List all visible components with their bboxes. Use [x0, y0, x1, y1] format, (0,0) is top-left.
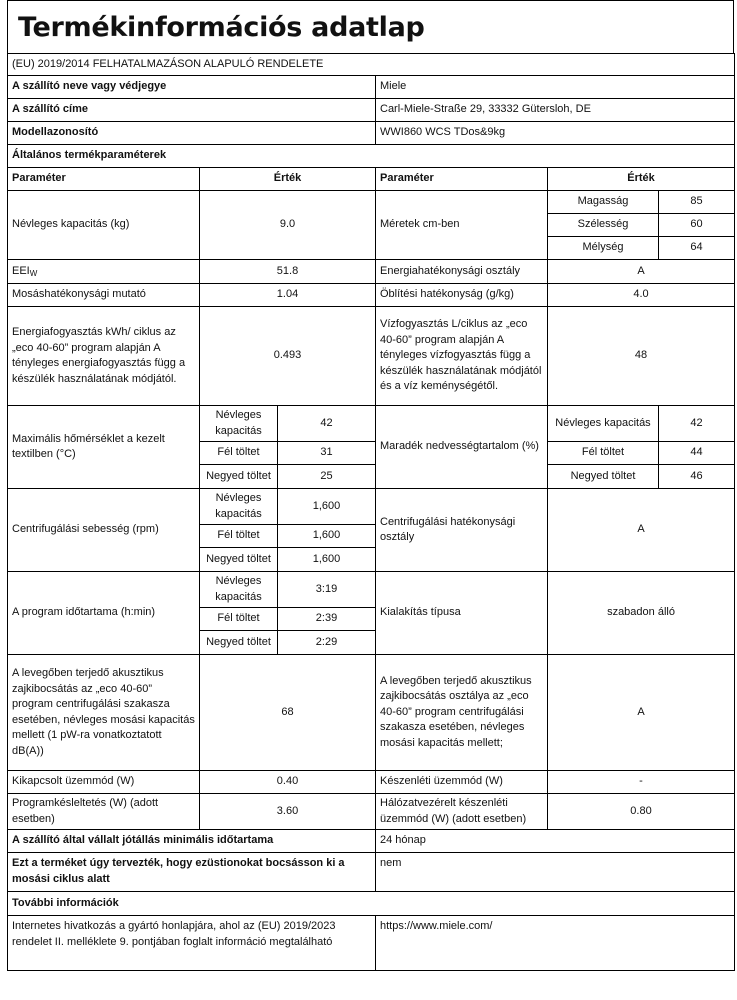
moisture-half-label: Fél töltet: [548, 442, 659, 465]
delay-start-label: Programkésleltetés (W) (adott esetben): [8, 794, 200, 830]
capacity-value: 9.0: [200, 191, 376, 260]
regulation-row: [8, 54, 735, 76]
height-value: 85: [659, 191, 735, 214]
spin-full-row: [8, 489, 735, 525]
temp-half-value: 31: [278, 442, 376, 465]
design-value: szabadon álló: [548, 572, 735, 655]
general-params-heading: Általános termékparaméterek: [8, 145, 735, 168]
dimensions-label: Méretek cm-ben: [376, 191, 548, 260]
height-label: Magasság: [548, 191, 659, 214]
temp-quarter-value: 25: [278, 465, 376, 489]
noise-label: A levegőben terjedő akusztikus zajkibocsátás az „eco 40-60” program centrifugálási szakasza esetében, névleges mosási kapacitás mellett (1 pW-ra vonatkoztatott dB(A)): [8, 655, 200, 771]
energy-consumption-value: 0.493: [200, 307, 376, 406]
model-value: WWI860 WCS TDos&9kg: [376, 122, 735, 145]
warranty-value: 24 hónap: [376, 830, 735, 853]
off-mode-label: Kikapcsolt üzemmód (W): [8, 771, 200, 794]
temp-full-label: Névleges kapacitás: [200, 406, 278, 442]
washing-row: [8, 284, 735, 307]
temp-full-value: 42: [278, 406, 376, 442]
moisture-quarter-label: Negyed töltet: [548, 465, 659, 489]
silver-row: [8, 853, 735, 892]
temp-full-row: [8, 406, 735, 442]
capacity-label: Névleges kapacitás (kg): [8, 191, 200, 260]
warranty-row: [8, 830, 735, 853]
depth-value: 64: [659, 237, 735, 260]
width-label: Szélesség: [548, 214, 659, 237]
moisture-quarter-value: 46: [659, 465, 735, 489]
eei-row: [8, 260, 735, 284]
temp-quarter-label: Negyed töltet: [200, 465, 278, 489]
off-mode-row: [8, 771, 735, 794]
supplier-address-value: Carl-Miele-Straße 29, 33332 Gütersloh, DE: [376, 99, 735, 122]
spin-speed-label: Centrifugálási sebesség (rpm): [8, 489, 200, 572]
spin-half-label: Fél töltet: [200, 525, 278, 548]
temp-half-label: Fél töltet: [200, 442, 278, 465]
spin-class-value: A: [548, 489, 735, 572]
rinsing-value: 4.0: [548, 284, 735, 307]
washing-index-label: Mosáshatékonysági mutató: [8, 284, 200, 307]
spin-quarter-value: 1,600: [278, 548, 376, 572]
network-standby-value: 0.80: [548, 794, 735, 830]
supplier-name-value: Miele: [376, 76, 735, 99]
capacity-row: [8, 191, 735, 214]
duration-full-row: [8, 572, 735, 608]
noise-class-value: A: [548, 655, 735, 771]
eei-label: $EEI_W$: [8, 260, 200, 284]
param-header-right: Paraméter: [376, 168, 548, 191]
fiche-table: [7, 53, 735, 971]
network-standby-label: Hálózatvezérelt készenléti üzemmód (W) (adott esetben): [376, 794, 548, 830]
supplier-address-label: A szállító címe: [8, 99, 376, 122]
moisture-half-value: 44: [659, 442, 735, 465]
washing-index-value: 1.04: [200, 284, 376, 307]
delay-start-value: 3.60: [200, 794, 376, 830]
model-label: Modellazonosító: [8, 122, 376, 145]
value-header-left: Érték: [200, 168, 376, 191]
noise-row: [8, 655, 735, 771]
silver-label: Ezt a terméket úgy tervezték, hogy ezüstionokat bocsásson ki a mosási ciklus alatt: [8, 853, 376, 892]
supplier-name-label: A szállító neve vagy védjegye: [8, 76, 376, 99]
max-temp-label: Maximális hőmérséklet a kezelt textilben (°C): [8, 406, 200, 489]
duration-half-label: Fél töltet: [200, 608, 278, 631]
depth-label: Mélység: [548, 237, 659, 260]
noise-class-label: A levegőben terjedő akusztikus zajkibocsátás osztálya az „eco 40-60” program centrifugálási szakasza esetében, névleges mosási kapacitás mellett;: [376, 655, 548, 771]
moisture-full-value: 42: [659, 406, 735, 442]
value-header-right: Érték: [548, 168, 735, 191]
noise-value: 68: [200, 655, 376, 771]
spin-half-value: 1,600: [278, 525, 376, 548]
silver-value: nem: [376, 853, 735, 892]
width-value: 60: [659, 214, 735, 237]
duration-quarter-label: Negyed töltet: [200, 631, 278, 655]
water-consumption-label: Vízfogyasztás L/ciklus az „eco 40-60” program alapján A tényleges vízfogyasztás függ a készülék használatának módjától és a víz keménységétől.: [376, 307, 548, 406]
duration-half-value: 2:39: [278, 608, 376, 631]
general-params-row: [8, 145, 735, 168]
energy-class-value: A: [548, 260, 735, 284]
duration-full-label: Névleges kapacitás: [200, 572, 278, 608]
param-header-left: Paraméter: [8, 168, 200, 191]
standby-label: Készenléti üzemmód (W): [376, 771, 548, 794]
energy-consumption-label: Energiafogyasztás kWh/ ciklus az „eco 40-60” program alapján A tényleges energiafogyasztás függ a készülék használatának módjától.: [8, 307, 200, 406]
warranty-label: A szállító által vállalt jótállás minimális időtartama: [8, 830, 376, 853]
regulation-text: (EU) 2019/2014 FELHATALMAZÁSON ALAPULÓ RENDELETE: [8, 54, 735, 76]
water-consumption-value: 48: [548, 307, 735, 406]
moisture-label: Maradék nedvességtartalom (%): [376, 406, 548, 489]
spin-quarter-label: Negyed töltet: [200, 548, 278, 572]
consumption-row: [8, 307, 735, 406]
model-row: [8, 122, 735, 145]
manufacturer-link[interactable]: https://www.miele.com/: [376, 916, 735, 971]
further-info-heading: További információk: [8, 892, 735, 916]
standby-value: -: [548, 771, 735, 794]
energy-class-label: Energiahatékonysági osztály: [376, 260, 548, 284]
supplier-address-row: [8, 99, 735, 122]
link-row: [8, 916, 735, 971]
spin-full-label: Névleges kapacitás: [200, 489, 278, 525]
rinsing-label: Öblítési hatékonyság (g/kg): [376, 284, 548, 307]
duration-label: A program időtartama (h:min): [8, 572, 200, 655]
spin-class-label: Centrifugálási hatékonysági osztály: [376, 489, 548, 572]
spin-full-value: 1,600: [278, 489, 376, 525]
off-mode-value: 0.40: [200, 771, 376, 794]
eei-value: 51.8: [200, 260, 376, 284]
duration-quarter-value: 2:29: [278, 631, 376, 655]
supplier-name-row: [8, 76, 735, 99]
further-info-row: [8, 892, 735, 916]
duration-full-value: 3:19: [278, 572, 376, 608]
delay-start-row: [8, 794, 735, 830]
column-header-row: [8, 168, 735, 191]
moisture-full-label: Névleges kapacitás: [548, 406, 659, 442]
design-label: Kialakítás típusa: [376, 572, 548, 655]
page-title: Termékinformációs adatlap: [7, 0, 734, 54]
link-label: Internetes hivatkozás a gyártó honlapjára, ahol az (EU) 2019/2023 rendelet II. melléklete 9. pontjában foglalt információ megtalálható: [8, 916, 376, 971]
